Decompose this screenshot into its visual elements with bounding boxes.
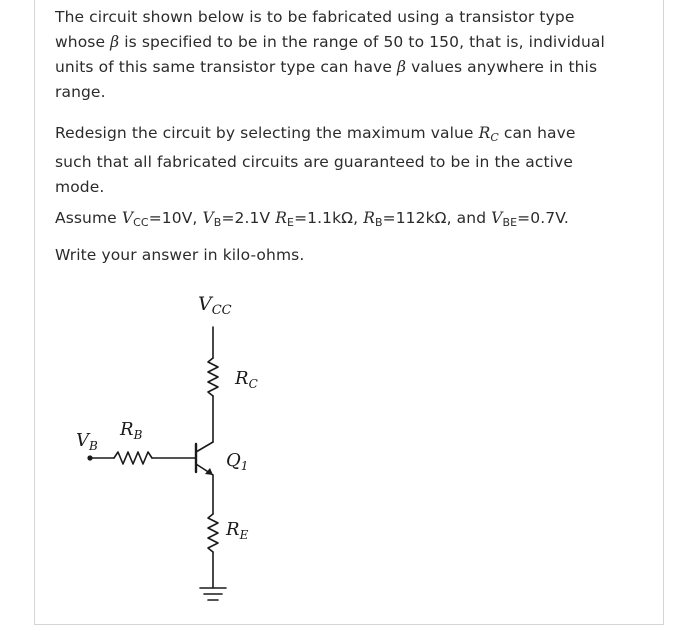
text-line: can have (498, 124, 576, 142)
rb-resistor (114, 452, 152, 464)
beta-symbol: β (110, 33, 120, 51)
vb-label: $V_B$ (76, 430, 98, 453)
text-line: such that all fabricated circuits are guaranteed to be in the active (55, 153, 573, 171)
text-line: The circuit shown below is to be fabricated using a transistor type (55, 8, 575, 26)
rb-subscript: B (374, 216, 383, 229)
transistor-collector (196, 442, 213, 452)
beta-symbol: β (397, 58, 407, 76)
text-line: range. (55, 83, 106, 101)
vcc-symbol: V (121, 209, 134, 227)
vb-value: =2.1V (221, 209, 276, 227)
vcc-value: =10V, (148, 209, 203, 227)
re-resistor (208, 514, 218, 552)
vb-subscript: B (213, 216, 222, 229)
instruction-line: Write your answer in kilo-ohms. (55, 246, 305, 264)
vbe-symbol: V (491, 209, 503, 227)
assume-prefix: Assume (55, 209, 122, 227)
text-line: whose (55, 33, 111, 51)
text-line: is specified to be in the range of 50 to 150, that is, individual (119, 33, 605, 51)
text-line: Redesign the circuit by selecting the maximum value (55, 124, 479, 142)
rc-subscript: C (490, 131, 499, 144)
text-line: units of this same transistor type can have (55, 58, 398, 76)
vcc-label: $V_{CC}$ (198, 293, 232, 318)
vbe-value: =0.7V. (517, 209, 569, 227)
vbe-subscript: BE (502, 216, 518, 229)
rc-symbol: R (478, 124, 491, 142)
text-line: mode. (55, 178, 105, 196)
re-label: $R_E$ (226, 519, 249, 542)
re-value: =1.1kΩ, (294, 209, 364, 227)
text-line: values anywhere in this (406, 58, 598, 76)
re-symbol: R (275, 209, 287, 227)
rc-label: $R_C$ (235, 368, 258, 391)
vcc-subscript: CC (133, 216, 149, 229)
re-subscript: E (287, 216, 295, 229)
rb-label: $R_B$ (120, 419, 143, 442)
rc-resistor (208, 358, 218, 396)
rb-value: =112kΩ, and (382, 209, 492, 227)
q1-label: $Q_1$ (226, 450, 249, 473)
rb-symbol: R (363, 209, 375, 227)
vb-symbol: V (202, 209, 214, 227)
